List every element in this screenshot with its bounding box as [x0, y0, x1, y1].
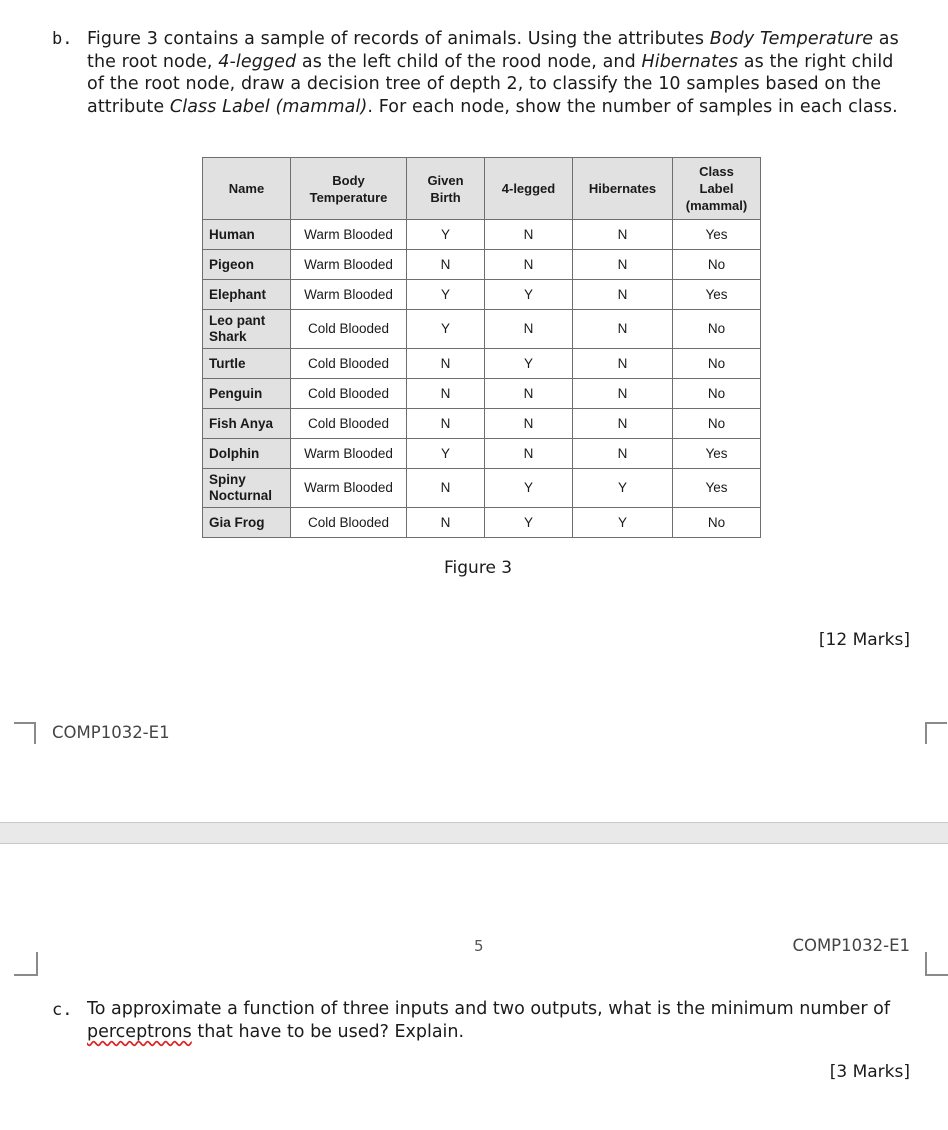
- cell-name: [203, 280, 291, 310]
- cell-4-legged: N: [485, 220, 573, 250]
- cell-hibernates: N: [573, 250, 673, 280]
- cell-hibernates: Y: [573, 469, 673, 508]
- cell-body-temperature: Cold Blooded: [291, 508, 407, 538]
- question-b-text-part: as the left child of the rood node, and: [296, 51, 642, 72]
- cell-name: [203, 250, 291, 280]
- page-number: 5: [474, 937, 484, 955]
- attr-4-legged: 4-legged: [218, 51, 297, 72]
- misspelled-word[interactable]: perceptrons: [87, 1022, 192, 1042]
- cell-given-birth: Y: [407, 280, 485, 310]
- cell-name: [203, 349, 291, 379]
- header-hibernates: Hibernates: [573, 158, 673, 220]
- crop-mark-icon: [14, 952, 38, 976]
- animal-records-table: [202, 157, 761, 538]
- table-row: [203, 379, 761, 409]
- header-body-temperature: [291, 158, 407, 220]
- cell-given-birth: Y: [407, 220, 485, 250]
- header-given-birth: [407, 158, 485, 220]
- cell-class-label: No: [673, 379, 761, 409]
- cell-given-birth: N: [407, 250, 485, 280]
- cell-hibernates: N: [573, 379, 673, 409]
- cell-body-temperature: Cold Blooded: [291, 310, 407, 349]
- cell-4-legged: Y: [485, 469, 573, 508]
- header-line: Given: [427, 172, 464, 188]
- cell-given-birth: N: [407, 409, 485, 439]
- name-line: Nocturnal: [209, 488, 273, 503]
- cell-class-label: No: [673, 508, 761, 538]
- cell-body-temperature: Warm Blooded: [291, 280, 407, 310]
- question-b-text-part: . For each node, show the number of samples in each class.: [367, 96, 898, 117]
- name-line: Elephant: [209, 286, 267, 302]
- cell-4-legged: N: [485, 379, 573, 409]
- cell-given-birth: N: [407, 508, 485, 538]
- cell-given-birth: Y: [407, 310, 485, 349]
- page-separator: [0, 822, 948, 844]
- cell-4-legged: Y: [485, 349, 573, 379]
- attr-class-label: Class Label (mammal): [169, 96, 368, 117]
- cell-given-birth: N: [407, 379, 485, 409]
- cell-name: [203, 508, 291, 538]
- cell-4-legged: Y: [485, 280, 573, 310]
- question-b-marker: b.: [52, 29, 73, 49]
- cell-body-temperature: Warm Blooded: [291, 469, 407, 508]
- cell-name: [203, 409, 291, 439]
- cell-body-temperature: Warm Blooded: [291, 220, 407, 250]
- table-row: [203, 310, 761, 349]
- cell-4-legged: N: [485, 250, 573, 280]
- header-class-label: [673, 158, 761, 220]
- table-header-row: [203, 158, 761, 220]
- name-line: Shark: [209, 329, 247, 344]
- cell-class-label: Yes: [673, 280, 761, 310]
- question-b-text-part: as the right child of the root node, draw a decision tree of depth 2, to classify the 10 samples based on the attribute: [87, 51, 894, 117]
- name-line: Pigeon: [209, 256, 255, 272]
- cell-class-label: Yes: [673, 220, 761, 250]
- cell-given-birth: N: [407, 469, 485, 508]
- cell-given-birth: Y: [407, 439, 485, 469]
- question-c-text-part: To approximate a function of three inputs and two outputs, what is the minimum number of: [87, 999, 891, 1019]
- cell-hibernates: Y: [573, 508, 673, 538]
- table-row: [203, 439, 761, 469]
- cell-class-label: No: [673, 409, 761, 439]
- crop-mark-icon: [925, 952, 948, 976]
- header-line: Body: [332, 172, 365, 188]
- name-line: Penguin: [209, 385, 263, 401]
- question-c-marks: [3 Marks]: [829, 1062, 910, 1082]
- table-row: [203, 508, 761, 538]
- cell-hibernates: N: [573, 220, 673, 250]
- cell-hibernates: N: [573, 349, 673, 379]
- cell-body-temperature: Cold Blooded: [291, 349, 407, 379]
- header-line: (mammal): [685, 198, 748, 213]
- question-c-marker: c.: [52, 1000, 73, 1020]
- header-4-legged: 4-legged: [485, 158, 573, 220]
- cell-class-label: No: [673, 250, 761, 280]
- header-line: Class: [699, 164, 734, 179]
- table-row: [203, 469, 761, 508]
- cell-name: [203, 220, 291, 250]
- name-line: Spiny: [209, 472, 246, 487]
- table-row: [203, 220, 761, 250]
- cell-body-temperature: Cold Blooded: [291, 379, 407, 409]
- header-line: Birth: [430, 189, 461, 205]
- table-row: [203, 280, 761, 310]
- question-b-marks: [12 Marks]: [818, 630, 910, 650]
- header-name: Name: [203, 158, 291, 220]
- cell-class-label: No: [673, 310, 761, 349]
- cell-name: [203, 310, 291, 349]
- cell-name: [203, 439, 291, 469]
- cell-4-legged: N: [485, 409, 573, 439]
- cell-class-label: Yes: [673, 469, 761, 508]
- question-b-text: [87, 28, 913, 118]
- name-line: Gia Frog: [209, 514, 265, 530]
- crop-mark-icon: [925, 722, 947, 744]
- cell-class-label: No: [673, 349, 761, 379]
- question-c-text-part: that have to be used? Explain.: [191, 1022, 465, 1042]
- cell-hibernates: N: [573, 409, 673, 439]
- table-row: [203, 409, 761, 439]
- cell-name: [203, 379, 291, 409]
- cell-given-birth: N: [407, 349, 485, 379]
- cell-hibernates: N: [573, 310, 673, 349]
- name-line: Turtle: [209, 355, 246, 371]
- table-row: [203, 349, 761, 379]
- name-line: Human: [209, 226, 255, 242]
- header-line: Temperature: [309, 189, 388, 205]
- cell-4-legged: N: [485, 310, 573, 349]
- name-line: Leo pant: [209, 313, 266, 328]
- cell-hibernates: N: [573, 439, 673, 469]
- cell-name: [203, 469, 291, 508]
- cell-body-temperature: Cold Blooded: [291, 409, 407, 439]
- name-line: Fish Anya: [209, 415, 274, 431]
- crop-mark-icon: [14, 722, 36, 744]
- name-line: Dolphin: [209, 445, 260, 461]
- attr-hibernates: Hibernates: [641, 51, 739, 72]
- header-line: Label: [699, 181, 734, 196]
- figure-caption: Figure 3: [444, 558, 513, 578]
- cell-hibernates: N: [573, 280, 673, 310]
- table-row: [203, 250, 761, 280]
- cell-body-temperature: Warm Blooded: [291, 439, 407, 469]
- cell-4-legged: N: [485, 439, 573, 469]
- attr-body-temperature: Body Temperature: [709, 29, 874, 49]
- question-b-text-part: Figure 3 contains a sample of records of animals. Using the attributes: [87, 29, 710, 49]
- question-c-text: [87, 998, 913, 1044]
- cell-body-temperature: Warm Blooded: [291, 250, 407, 280]
- footer-course-code: COMP1032-E1: [52, 723, 170, 742]
- cell-4-legged: Y: [485, 508, 573, 538]
- question-b-text-part: as the root node,: [87, 29, 899, 72]
- cell-class-label: Yes: [673, 439, 761, 469]
- header-course-code: COMP1032-E1: [792, 936, 910, 955]
